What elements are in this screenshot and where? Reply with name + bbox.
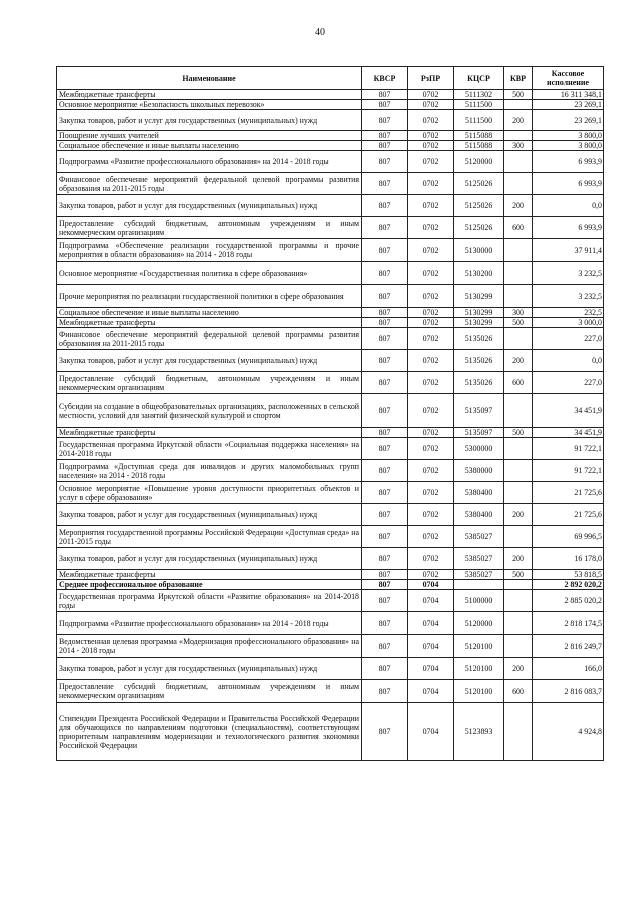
rzpr-cell: 0702 [408,328,454,350]
table-row [57,703,604,761]
kvsr-cell: 807 [362,460,408,482]
kvr-cell [504,328,533,350]
kvsr-cell: 807 [362,239,408,262]
table-row [57,635,604,658]
amount-cell: 2 885 020,2 [533,590,604,612]
amount-cell: 232,5 [533,308,604,318]
table-row [57,548,604,570]
amount-cell: 37 911,4 [533,239,604,262]
kcsr-cell: 5130200 [454,262,504,285]
amount-cell: 0,0 [533,350,604,372]
kcsr-cell: 5100000 [454,590,504,612]
table-row [57,318,604,328]
name-cell: Подпрограмма «Развитие профессионального образования» на 2014 - 2018 годы [57,151,362,173]
kvsr-cell: 807 [362,372,408,394]
table-row [57,308,604,318]
name-cell: Государственная программа Иркутской области «Развитие образования» на 2014-2018 годы [57,590,362,612]
kcsr-cell [454,580,504,590]
table-row [57,526,604,548]
kvr-cell [504,100,533,110]
rzpr-cell: 0702 [408,195,454,217]
name-cell: Прочие мероприятия по реализации государственной политики в сфере образования [57,285,362,308]
table-row [57,195,604,217]
rzpr-cell: 0704 [408,703,454,761]
table-row [57,350,604,372]
table-body [57,90,604,761]
rzpr-cell: 0702 [408,285,454,308]
table-row [57,141,604,151]
amount-cell: 23 269,1 [533,110,604,131]
kvr-cell [504,526,533,548]
kcsr-cell: 5111302 [454,90,504,100]
table-row [57,394,604,428]
kvsr-cell: 807 [362,612,408,635]
kcsr-cell: 5115088 [454,141,504,151]
kvsr-cell: 807 [362,131,408,141]
kvr-cell [504,239,533,262]
amount-cell: 2 816 083,7 [533,680,604,703]
table-row [57,131,604,141]
name-cell: Межбюджетные трансферты [57,318,362,328]
amount-cell: 6 993,9 [533,173,604,195]
name-cell: Подпрограмма «Обеспечение реализации государственной программы и прочие мероприятия в области образования» на 2014 - 2018 годы [57,239,362,262]
table-row [57,438,604,460]
kvr-cell: 200 [504,504,533,526]
kvsr-cell: 807 [362,217,408,239]
kvr-cell: 500 [504,428,533,438]
kvsr-cell: 807 [362,262,408,285]
table-row [57,262,604,285]
rzpr-cell: 0702 [408,141,454,151]
name-cell: Межбюджетные трансферты [57,90,362,100]
rzpr-cell: 0704 [408,658,454,680]
table-row [57,372,604,394]
table-row [57,285,604,308]
name-cell: Мероприятия государственной программы Российской Федерации «Доступная среда» на 2011-2015 годы [57,526,362,548]
kcsr-cell: 5135026 [454,328,504,350]
kvsr-cell: 807 [362,110,408,131]
budget-table [56,66,604,761]
header-rzpr: РзПР [408,67,454,90]
kvr-cell [504,590,533,612]
kcsr-cell: 5120000 [454,612,504,635]
kcsr-cell: 5380400 [454,504,504,526]
kcsr-cell: 5130000 [454,239,504,262]
name-cell: Основное мероприятие «Государственная политика в сфере образования» [57,262,362,285]
table-row [57,90,604,100]
rzpr-cell: 0704 [408,680,454,703]
kvr-cell: 300 [504,308,533,318]
rzpr-cell: 0704 [408,590,454,612]
amount-cell: 69 996,5 [533,526,604,548]
kvr-cell: 300 [504,141,533,151]
name-cell: Среднее профессиональное образование [57,580,362,590]
name-cell: Социальное обеспечение и иные выплаты населению [57,141,362,151]
kcsr-cell: 5380400 [454,482,504,504]
header-row [57,67,604,90]
kcsr-cell: 5385027 [454,526,504,548]
amount-cell: 4 924,8 [533,703,604,761]
kvr-cell: 200 [504,658,533,680]
page-number: 40 [315,27,325,38]
table-row [57,217,604,239]
header-kvr: КВР [504,67,533,90]
kvr-cell: 500 [504,90,533,100]
amount-cell: 0,0 [533,195,604,217]
rzpr-cell: 0702 [408,318,454,328]
table-row [57,110,604,131]
amount-cell: 2 816 249,7 [533,635,604,658]
kvr-cell: 200 [504,548,533,570]
rzpr-cell: 0702 [408,350,454,372]
kvsr-cell: 807 [362,482,408,504]
kvr-cell [504,131,533,141]
kvsr-cell: 807 [362,590,408,612]
amount-cell: 53 818,5 [533,570,604,580]
kvr-cell [504,151,533,173]
header-kvsr: КВСР [362,67,408,90]
kvsr-cell: 807 [362,504,408,526]
kvr-cell [504,482,533,504]
amount-cell: 3 000,0 [533,318,604,328]
kvr-cell [504,580,533,590]
rzpr-cell: 0702 [408,217,454,239]
amount-cell: 227,0 [533,372,604,394]
rzpr-cell: 0702 [408,239,454,262]
kcsr-cell: 5125026 [454,217,504,239]
table-row [57,239,604,262]
table-row [57,460,604,482]
header-kcsr: КЦСР [454,67,504,90]
amount-cell: 227,0 [533,328,604,350]
amount-cell: 6 993,9 [533,151,604,173]
amount-cell: 6 993,9 [533,217,604,239]
kcsr-cell: 5125026 [454,195,504,217]
table-row [57,173,604,195]
table-row [57,504,604,526]
rzpr-cell: 0702 [408,131,454,141]
kcsr-cell: 5385027 [454,548,504,570]
amount-cell: 2 892 020,2 [533,580,604,590]
name-cell: Государственная программа Иркутской области «Социальная поддержка населения» на 2014-2018 годы [57,438,362,460]
name-cell: Социальное обеспечение и иные выплаты населению [57,308,362,318]
name-cell: Закупка товаров, работ и услуг для государственных (муниципальных) нужд [57,195,362,217]
rzpr-cell: 0702 [408,438,454,460]
kvsr-cell: 807 [362,318,408,328]
kvsr-cell: 807 [362,90,408,100]
name-cell: Финансовое обеспечение мероприятий федеральной целевой программы развития образования на 2011-2015 годы [57,328,362,350]
kcsr-cell: 5380000 [454,460,504,482]
rzpr-cell: 0702 [408,482,454,504]
kvsr-cell: 807 [362,658,408,680]
kvr-cell [504,285,533,308]
kvsr-cell: 807 [362,285,408,308]
kcsr-cell: 5300000 [454,438,504,460]
kvsr-cell: 807 [362,526,408,548]
kvr-cell [504,438,533,460]
kvsr-cell: 807 [362,394,408,428]
kvr-cell [504,635,533,658]
kvr-cell [504,394,533,428]
rzpr-cell: 0702 [408,526,454,548]
kcsr-cell: 5111500 [454,100,504,110]
rzpr-cell: 0702 [408,372,454,394]
rzpr-cell: 0702 [408,262,454,285]
kcsr-cell: 5123893 [454,703,504,761]
kvr-cell [504,612,533,635]
kvsr-cell: 807 [362,580,408,590]
name-cell: Межбюджетные трансферты [57,428,362,438]
amount-cell: 16 311 348,1 [533,90,604,100]
kvr-cell: 200 [504,110,533,131]
kvr-cell [504,460,533,482]
amount-cell: 3 800,0 [533,141,604,151]
kvsr-cell: 807 [362,570,408,580]
kvr-cell: 500 [504,318,533,328]
amount-cell: 21 725,6 [533,482,604,504]
rzpr-cell: 0702 [408,100,454,110]
rzpr-cell: 0702 [408,460,454,482]
kvr-cell: 200 [504,195,533,217]
kvr-cell: 600 [504,217,533,239]
kvr-cell [504,173,533,195]
rzpr-cell: 0702 [408,173,454,195]
kcsr-cell: 5130299 [454,308,504,318]
name-cell: Субсидии на создание в общеобразовательных организациях, расположенных в сельской местности, условий для занятий физической культурой и спортом [57,394,362,428]
kvr-cell [504,703,533,761]
amount-cell: 23 269,1 [533,100,604,110]
table-row [57,428,604,438]
kvsr-cell: 807 [362,350,408,372]
rzpr-cell: 0702 [408,428,454,438]
kvsr-cell: 807 [362,635,408,658]
table-row [57,680,604,703]
table-row [57,580,604,590]
kvr-cell: 200 [504,350,533,372]
table-row [57,590,604,612]
kvsr-cell: 807 [362,703,408,761]
kvsr-cell: 807 [362,680,408,703]
name-cell: Основное мероприятие «Безопасность школьных перевозок» [57,100,362,110]
kvsr-cell: 807 [362,438,408,460]
kcsr-cell: 5130299 [454,318,504,328]
name-cell: Межбюджетные трансферты [57,570,362,580]
header-amount: Кассовое исполнение [533,67,604,90]
rzpr-cell: 0704 [408,580,454,590]
name-cell: Закупка товаров, работ и услуг для государственных (муниципальных) нужд [57,350,362,372]
rzpr-cell: 0702 [408,548,454,570]
rzpr-cell: 0702 [408,504,454,526]
kvr-cell [504,262,533,285]
kcsr-cell: 5135097 [454,394,504,428]
amount-cell: 21 725,6 [533,504,604,526]
kcsr-cell: 5135097 [454,428,504,438]
amount-cell: 34 451,9 [533,428,604,438]
name-cell: Закупка товаров, работ и услуг для государственных (муниципальных) нужд [57,504,362,526]
name-cell: Подпрограмма «Развитие профессионального образования» на 2014 - 2018 годы [57,612,362,635]
kvsr-cell: 807 [362,141,408,151]
kvr-cell: 600 [504,680,533,703]
name-cell: Предоставление субсидий бюджетным, автономным учреждениям и иным некоммерческим организациям [57,217,362,239]
amount-cell: 91 722,1 [533,438,604,460]
rzpr-cell: 0704 [408,612,454,635]
kcsr-cell: 5385027 [454,570,504,580]
rzpr-cell: 0702 [408,570,454,580]
kcsr-cell: 5120100 [454,635,504,658]
kcsr-cell: 5130299 [454,285,504,308]
kcsr-cell: 5111500 [454,110,504,131]
amount-cell: 91 722,1 [533,460,604,482]
kcsr-cell: 5125026 [454,173,504,195]
name-cell: Основное мероприятие «Повышение уровня доступности приоритетных объектов и услуг в сфере образования» [57,482,362,504]
table-row [57,658,604,680]
amount-cell: 166,0 [533,658,604,680]
kvsr-cell: 807 [362,428,408,438]
kcsr-cell: 5135026 [454,350,504,372]
name-cell: Поощрение лучших учителей [57,131,362,141]
kvsr-cell: 807 [362,173,408,195]
rzpr-cell: 0704 [408,635,454,658]
kvsr-cell: 807 [362,100,408,110]
kcsr-cell: 5120100 [454,658,504,680]
amount-cell: 3 800,0 [533,131,604,141]
name-cell: Закупка товаров, работ и услуг для государственных (муниципальных) нужд [57,548,362,570]
name-cell: Предоставление субсидий бюджетным, автономным учреждениям и иным некоммерческим организациям [57,680,362,703]
kvr-cell: 600 [504,372,533,394]
table-row [57,570,604,580]
table-row [57,482,604,504]
rzpr-cell: 0702 [408,151,454,173]
kvsr-cell: 807 [362,195,408,217]
name-cell: Закупка товаров, работ и услуг для государственных (муниципальных) нужд [57,658,362,680]
table-header [57,67,604,90]
name-cell: Подпрограмма «Доступная среда для инвалидов и других маломобильных групп населения» на 2014 - 2018 годы [57,460,362,482]
kvsr-cell: 807 [362,548,408,570]
kcsr-cell: 5120100 [454,680,504,703]
kvr-cell: 500 [504,570,533,580]
rzpr-cell: 0702 [408,308,454,318]
kvsr-cell: 807 [362,151,408,173]
amount-cell: 16 178,0 [533,548,604,570]
rzpr-cell: 0702 [408,90,454,100]
name-cell: Стипендии Президента Российской Федерации и Правительства Российской Федерации для обучающихся по направлениям подготовки (специальностям), соответствующим приоритетным направлениям модернизации и технологического развития экономики Российской Федерации [57,703,362,761]
kcsr-cell: 5120000 [454,151,504,173]
amount-cell: 34 451,9 [533,394,604,428]
header-name: Наименование [57,67,362,90]
name-cell: Предоставление субсидий бюджетным, автономным учреждениям и иным некоммерческим организациям [57,372,362,394]
amount-cell: 3 232,5 [533,262,604,285]
amount-cell: 2 818 174,5 [533,612,604,635]
name-cell: Закупка товаров, работ и услуг для государственных (муниципальных) нужд [57,110,362,131]
kvsr-cell: 807 [362,308,408,318]
rzpr-cell: 0702 [408,394,454,428]
amount-cell: 3 232,5 [533,285,604,308]
name-cell: Ведомственная целевая программа «Модернизация профессионального образования» на 2014 - 2018 годы [57,635,362,658]
kcsr-cell: 5115088 [454,131,504,141]
table-row [57,328,604,350]
table-row [57,100,604,110]
kcsr-cell: 5135026 [454,372,504,394]
table-row [57,151,604,173]
rzpr-cell: 0702 [408,110,454,131]
name-cell: Финансовое обеспечение мероприятий федеральной целевой программы развития образования на 2011-2015 годы [57,173,362,195]
kvsr-cell: 807 [362,328,408,350]
table-row [57,612,604,635]
